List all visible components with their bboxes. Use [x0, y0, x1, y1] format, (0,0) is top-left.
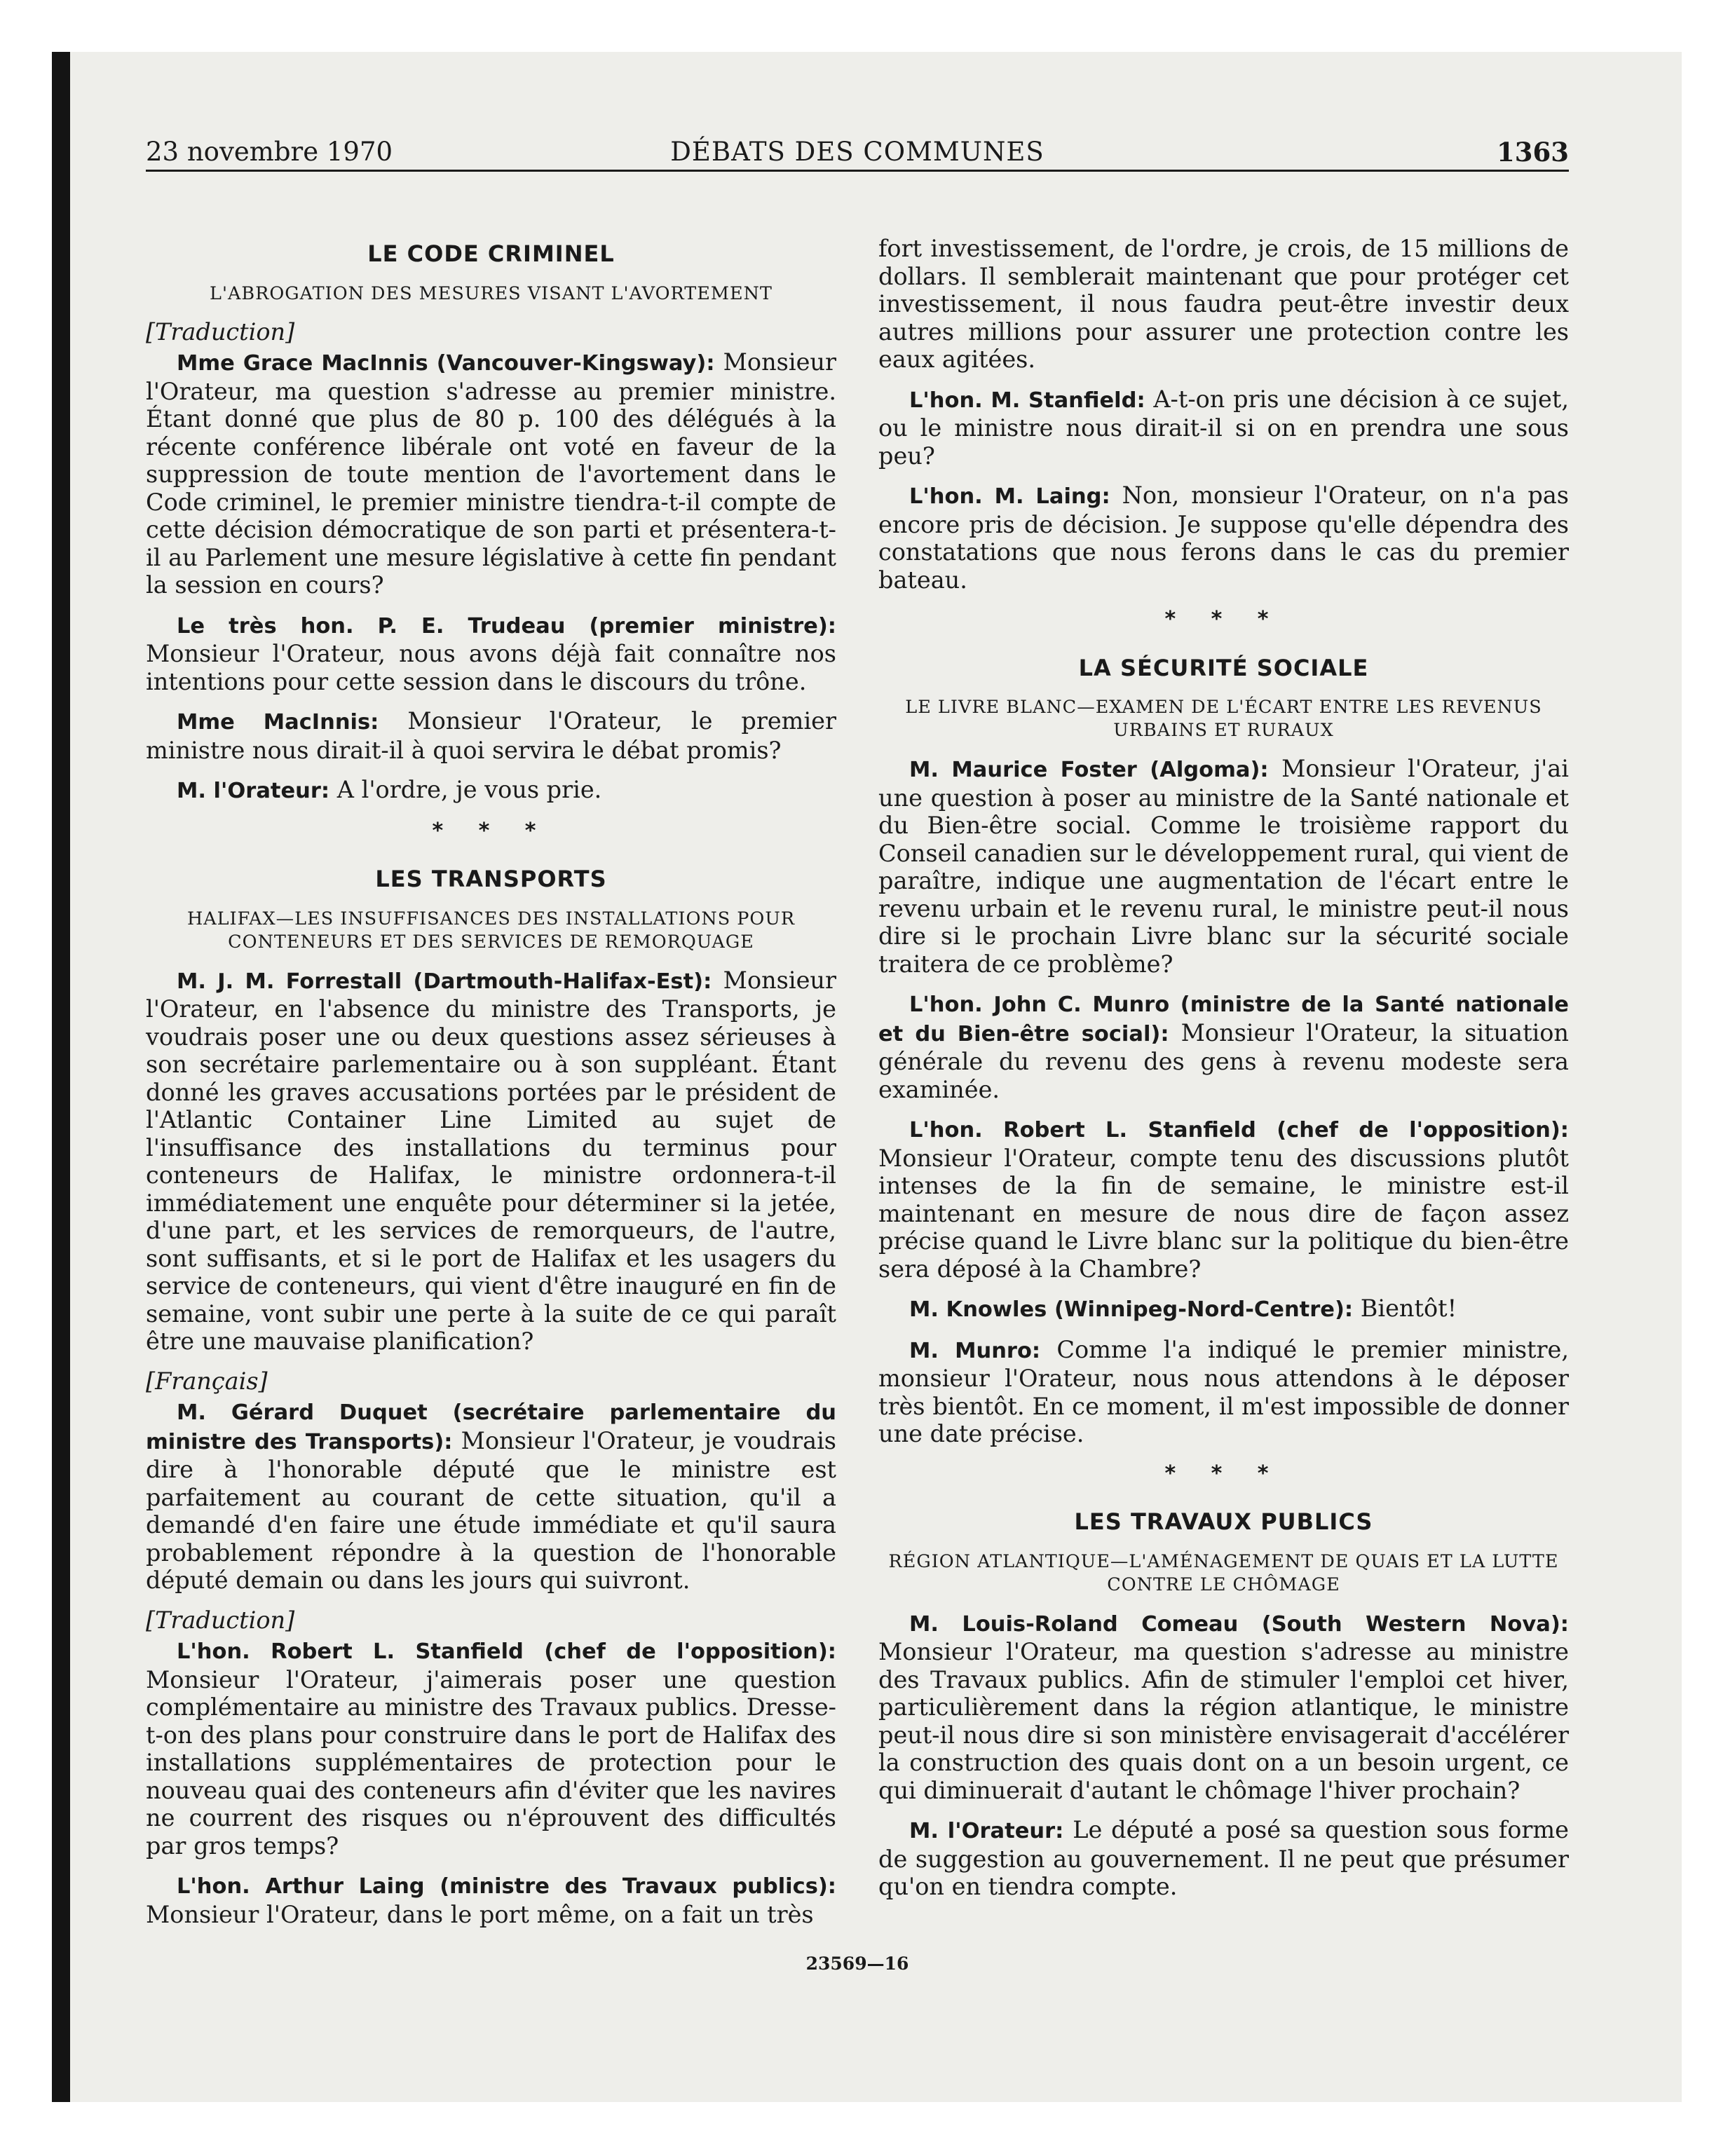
section-separator: * * *	[1164, 1461, 1283, 1486]
speaker-name: M. J. M. Forrestall (Dartmouth-Halifax-Est):	[177, 969, 712, 994]
speech-text: Monsieur l'Orateur, j'ai une question à poser au ministre de la Santé nationale et du Bien-être social. Comme le troisième rapport du Conseil canadien sur le développement rural, qui vient de paraître, indique une augmentation de l'écart entre le revenu urbain et le revenu rural, le ministre peut-il nous dire si le prochain Livre blanc sur la sécurité sociale traitera de ce problème?	[878, 755, 1569, 978]
paragraph	[146, 707, 836, 764]
speech-text: Le député a posé sa question sous forme de suggestion au gouvernement. Il ne peut que présumer qu'on en tiendra compte.	[878, 1816, 1569, 1900]
translation-tag: [Traduction]	[146, 318, 295, 346]
speech-text: Monsieur l'Orateur, nous avons déjà fait connaître nos intentions pour cette session dans le discours du trône.	[146, 640, 836, 695]
paragraph	[878, 1336, 1569, 1448]
speaker-name: M. l'Orateur:	[177, 779, 330, 803]
section-heading-securite-sociale: LA SÉCURITÉ SOCIALE	[1078, 654, 1369, 681]
paragraph	[146, 611, 836, 696]
speech-text: Monsieur l'Orateur, j'aimerais poser une question complémentaire au ministre des Travaux publics. Dresse-t-on des plans pour construire dans le port de Halifax des installations supplémentaires de protection pour le nouveau quai des conteneurs afin d'éviter que les navires ne courrent des risques ou n'éprouvent des difficultés par gros temps?	[146, 1665, 836, 1860]
section-separator: * * *	[432, 818, 550, 843]
speaker-name: M. Maurice Foster (Algoma):	[909, 758, 1269, 782]
page	[146, 137, 1569, 1987]
section-heading-code-criminel: LE CODE CRIMINEL	[367, 240, 615, 267]
paragraph	[146, 1637, 836, 1860]
paragraph	[878, 1816, 1569, 1901]
paragraph	[878, 755, 1569, 978]
paragraph	[146, 348, 836, 599]
speaker-name: L'hon. M. Stanfield:	[909, 388, 1145, 413]
speech-text: Monsieur l'Orateur, dans le port même, on a fait un très	[146, 1900, 814, 1928]
speech-text: A-t-on pris une décision à ce sujet, ou le ministre nous dirait-il si on en prendra une sous peu?	[878, 385, 1569, 470]
paragraph-continued: fort investissement, de l'ordre, je crois, de 15 millions de dollars. Il semblerait maintenant que pour protéger cet investissement, il nous faudra peut-être investir deux autres millions pour assurer une protection contre les eaux agitées.	[878, 235, 1569, 373]
paragraph	[146, 967, 836, 1356]
paragraph	[146, 776, 836, 805]
left-column	[146, 235, 836, 1940]
speech-text: Monsieur l'Orateur, en l'absence du ministre des Transports, je voudrais poser une ou deux questions assez sérieuses à son secrétaire parlementaire ou à son suppléant. Étant donné les graves accusations portées par le président de l'Atlantic Container Line Limited au sujet de l'insuffisance des installations du terminus pour conteneurs de Halifax, le ministre ordonnera-t-il immédiatement une enquête pour déterminer si la jetée, d'une part, et les services de remorqueurs, de l'autre, sont suffisants, et si le port de Halifax et les usagers du service de conteneurs, qui vient d'être inauguré en fin de semaine, vont subir une perte à la suite de ce qui paraît être une mauvaise planification?	[146, 966, 837, 1355]
footer-code: 23569—16	[805, 1953, 909, 1974]
speaker-name: Mme MacInnis:	[177, 710, 379, 735]
scan-border-edge	[52, 52, 70, 2102]
speech-text: Non, monsieur l'Orateur, on n'a pas encore pris de décision. Je suppose qu'elle dépendra des constatations que nous ferons dans le cas du premier bateau.	[878, 482, 1569, 594]
paragraph	[878, 990, 1569, 1103]
paragraph	[878, 1295, 1569, 1324]
speaker-name: Mme Grace MacInnis (Vancouver-Kingsway):	[177, 351, 715, 376]
paragraph	[878, 386, 1569, 470]
paragraph	[146, 1398, 836, 1595]
subheading-halifax: HALIFAX—LES INSUFFISANCES DES INSTALLATIONS POUR CONTENEURS ET DES SERVICES DE REMORQUAGE	[186, 908, 796, 953]
section-separator: * * *	[1164, 607, 1283, 632]
subheading-avortement: L'ABROGATION DES MESURES VISANT L'AVORTEMENT	[210, 282, 773, 304]
right-column	[878, 235, 1569, 1913]
header-date: 23 novembre 1970	[146, 137, 393, 167]
speaker-name: M. Gérard Duquet (secrétaire parlementaire du ministre des Transports):	[146, 1400, 836, 1454]
speech-text: Comme l'a indiqué le premier ministre, monsieur l'Orateur, nous nous attendons à le déposer très bientôt. En ce moment, il m'est impossible de donner une date précise.	[878, 1335, 1569, 1447]
speaker-name: M. Louis-Roland Comeau (South Western Nova):	[909, 1611, 1569, 1637]
speaker-name: M. Munro:	[909, 1338, 1041, 1363]
speaker-name: L'hon. Robert L. Stanfield (chef de l'opposition):	[177, 1639, 836, 1664]
speaker-name: L'hon. John C. Munro (ministre de la Santé nationale et du Bien-être social):	[878, 992, 1569, 1046]
speaker-name: L'hon. M. Laing:	[909, 484, 1110, 509]
speaker-name: Le très hon. P. E. Trudeau (premier ministre):	[177, 613, 836, 639]
translation-tag: [Traduction]	[146, 1606, 295, 1634]
speaker-name: M. Knowles (Winnipeg-Nord-Centre):	[909, 1297, 1354, 1322]
section-heading-transports: LES TRANSPORTS	[375, 866, 607, 892]
speech-text: Bientôt!	[1353, 1295, 1457, 1322]
speech-text: Monsieur l'Orateur, compte tenu des discussions plutôt intenses de la fin de semaine, le ministre est-il maintenant en mesure de nous dire de façon assez précise quand le Livre blanc sur la politique du bien-être sera déposé à la Chambre?	[878, 1144, 1569, 1283]
paragraph	[878, 1115, 1569, 1283]
speech-text: Monsieur l'Orateur, ma question s'adresse au premier ministre. Étant donné que plus de 80 p. 100 des délégués à la récente conférence libérale ont voté en faveur de la suppression de toute mention de l'avortement dans le Code criminel, le premier ministre tiendra-t-il compte de cette décision démocratique de son parti et présentera-t-il au Parlement une mesure législative à cette fin pendant la session en cours?	[146, 348, 836, 599]
section-heading-travaux-publics: LES TRAVAUX PUBLICS	[1074, 1508, 1373, 1535]
speech-text: Monsieur l'Orateur, ma question s'adresse au ministre des Travaux publics. Afin de stimuler l'emploi cet hiver, particulièrement dans la région atlantique, le ministre peut-il nous dire si son ministère envisagerait d'accélérer la construction des quais dont on a un besoin urgent, ce qui diminuerait d'autant le chômage l'hiver prochain?	[878, 1638, 1569, 1804]
speech-text: Monsieur l'Orateur, le premier ministre nous dirait-il à quoi servira le débat promis?	[146, 707, 836, 764]
speech-text: Monsieur l'Orateur, je voudrais dire à l'honorable député que le ministre est parfaitement au courant de cette situation, qu'il a demandé d'en faire une étude immédiate et qu'il saura probablement répondre à la question de l'honorable député demain ou dans les jours qui suivront.	[146, 1426, 836, 1594]
speech-text: A l'ordre, je vous prie.	[329, 776, 602, 803]
header-rule	[146, 170, 1569, 172]
speaker-name: M. l'Orateur:	[909, 1819, 1064, 1843]
speaker-name: L'hon. Robert L. Stanfield (chef de l'opposition):	[909, 1118, 1569, 1142]
header-page-number: 1363	[1497, 137, 1569, 168]
subheading-region-atlantique: RÉGION ATLANTIQUE—L'AMÉNAGEMENT DE QUAIS ET LA LUTTE CONTRE LE CHÔMAGE	[888, 1550, 1559, 1595]
paragraph	[878, 482, 1569, 594]
paragraph	[146, 1871, 836, 1928]
subheading-livre-blanc: LE LIVRE BLANC—EXAMEN DE L'ÉCART ENTRE LES REVENUS URBAINS ET RURAUX	[905, 697, 1542, 741]
header-title: DÉBATS DES COMMUNES	[670, 137, 1045, 167]
paragraph	[878, 1609, 1569, 1805]
speaker-name: L'hon. Arthur Laing (ministre des Travaux publics):	[177, 1874, 836, 1899]
speech-text: Monsieur l'Orateur, la situation générale du revenu des gens à revenu modeste sera examinée.	[878, 1018, 1569, 1103]
translation-tag: [Français]	[146, 1367, 268, 1395]
